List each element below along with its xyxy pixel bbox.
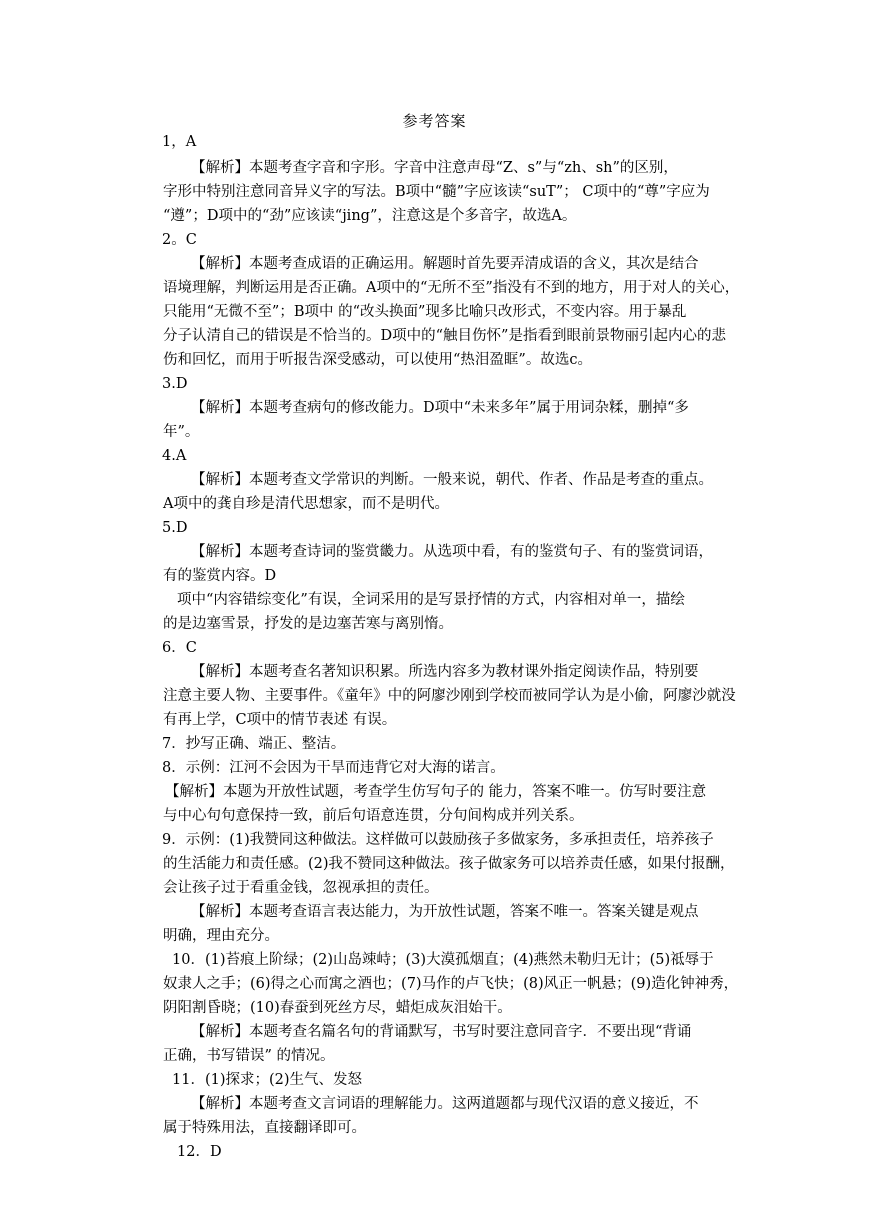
- text-line: “遵”；D项中的“劲”应该读“jing”，注意这是个多音字，故选A。: [163, 208, 577, 224]
- text-line: 的是边塞雪景，抒发的是边塞苦寒与离别惰。: [163, 616, 453, 632]
- text-line: 语境理解，判断运用是否正确。A项中的“无所不至”指没有不到的地方，用于对人的关心，: [163, 280, 740, 296]
- text-line: 8．示例：江河不会因为干旱而违背它对大海的诺言。: [162, 760, 505, 776]
- text-line: 5.D: [162, 520, 188, 536]
- text-line: 【解析】本题考查文学常识的判断。一般来说，朝代、作者、作品是考查的重点。: [191, 472, 713, 488]
- text-line: 【解析】本题考查名篇名句的背诵默写，书写时要注意同音字．不要出现“背诵: [191, 1024, 692, 1040]
- text-line: 阴阳割昏晓；(10)春蚕到死丝方尽，蜡炬成灰泪始干。: [163, 1000, 512, 1016]
- text-line: 9．示例：(1)我赞同这种做法。这样做可以鼓励孩子多做家务，多承担责任，培养孩子: [162, 832, 714, 848]
- text-line: 分子认清自己的错误是不恰当的。D项中的“触目伤怀”是指看到眼前景物丽引起内心的悲: [163, 328, 726, 344]
- text-line: 有再上学，C项中的情节表述 有误。: [163, 712, 397, 728]
- text-line: 伤和回忆，而用于听报告深受感动，可以使用“热泪盈眶”。故选c。: [163, 352, 592, 368]
- text-line: 2。C: [162, 232, 197, 248]
- text-line: 7．抄写正确、端正、整洁。: [162, 736, 346, 752]
- text-line: 明确，理由充分。: [163, 928, 279, 944]
- text-line: 【解析】本题考查字音和字形。字音中注意声母“Z、s”与“zh、sh”的区别，: [191, 160, 678, 176]
- text-line: 注意主要人物、主要事件。《童年》中的阿廖沙刚到学校而被同学认为是小偷，阿廖沙就没: [163, 688, 736, 704]
- text-line: 【解析】本题为开放性试题，考查学生仿写句子的 能力，答案不唯一。仿写时要注意: [165, 784, 707, 800]
- text-line: 只能用“无微不至”；B项中 的“改头换面”现多比喻只改形式，不变内容。用于暴乱: [163, 304, 687, 320]
- text-line: 属于特殊用法，直接翻译即可。: [163, 1120, 366, 1136]
- text-line: 6．C: [162, 640, 197, 656]
- text-line: 字形中特别注意同音异义字的写法。B项中“髓”字应该读“suT”； C项中的“尊”字应为: [163, 184, 710, 200]
- text-line: 3.D: [162, 376, 188, 392]
- text-line: 11．(1)探求；(2)生气、发怒: [172, 1072, 363, 1088]
- text-line: 1，A: [162, 134, 197, 150]
- text-line: 【解析】本题考查语言表达能力，为开放性试题，答案不唯一。答案关键是观点: [191, 904, 699, 920]
- text-line: 【解析】本题考查病句的修改能力。D项中“未来多年”属于用词杂糅，删掉“多: [191, 400, 689, 416]
- text-line: 奴隶人之手；(6)得之心而寓之酒也；(7)马作的卢飞快；(8)风正一帆悬；(9)造化钟神秀，: [163, 976, 739, 992]
- text-line: 年”。: [163, 424, 200, 440]
- text-line: 10．(1)苔痕上阶绿；(2)山岛竦峙；(3)大漠孤烟直；(4)燕然未勒归无计；(5)祗辱于: [172, 952, 714, 968]
- text-line: 【解析】本题考查名著知识积累。所选内容多为教材课外指定阅读作品，特别要: [191, 664, 699, 680]
- page-title: 参考答案: [402, 112, 467, 130]
- text-line: 12．D: [177, 1144, 222, 1160]
- text-line: 有的鉴赏内容。D: [163, 568, 277, 584]
- text-line: 【解析】本题考查诗词的鉴赏畿力。从选项中看，有的鉴赏句子、有的鉴赏词语，: [191, 544, 713, 560]
- text-line: A项中的龚自珍是清代思想家，而不是明代。: [163, 496, 449, 512]
- text-line: 项中“内容错综变化”有误，全词采用的是写景抒情的方式，内容相对单一，描绘: [177, 592, 685, 608]
- text-line: 【解析】本题考查成语的正确运用。解题时首先要弄清成语的含义，其次是结合: [191, 256, 699, 272]
- text-line: 的生活能力和责任感。(2)我不赞同这种做法。孩子做家务可以培养责任感，如果付报酬，: [163, 856, 735, 872]
- text-line: 与中心句句意保持一致，前后句语意连贯，分句间构成并列关系。: [163, 808, 584, 824]
- text-line: 正确，书写错误” 的情况。: [163, 1048, 335, 1064]
- text-line: 会让孩子过于看重金钱，忽视承担的责任。: [163, 880, 439, 896]
- text-line: 【解析】本题考查文言词语的理解能力。这两道题都与现代汉语的意义接近，不: [191, 1096, 699, 1112]
- text-line: 4.A: [162, 448, 187, 464]
